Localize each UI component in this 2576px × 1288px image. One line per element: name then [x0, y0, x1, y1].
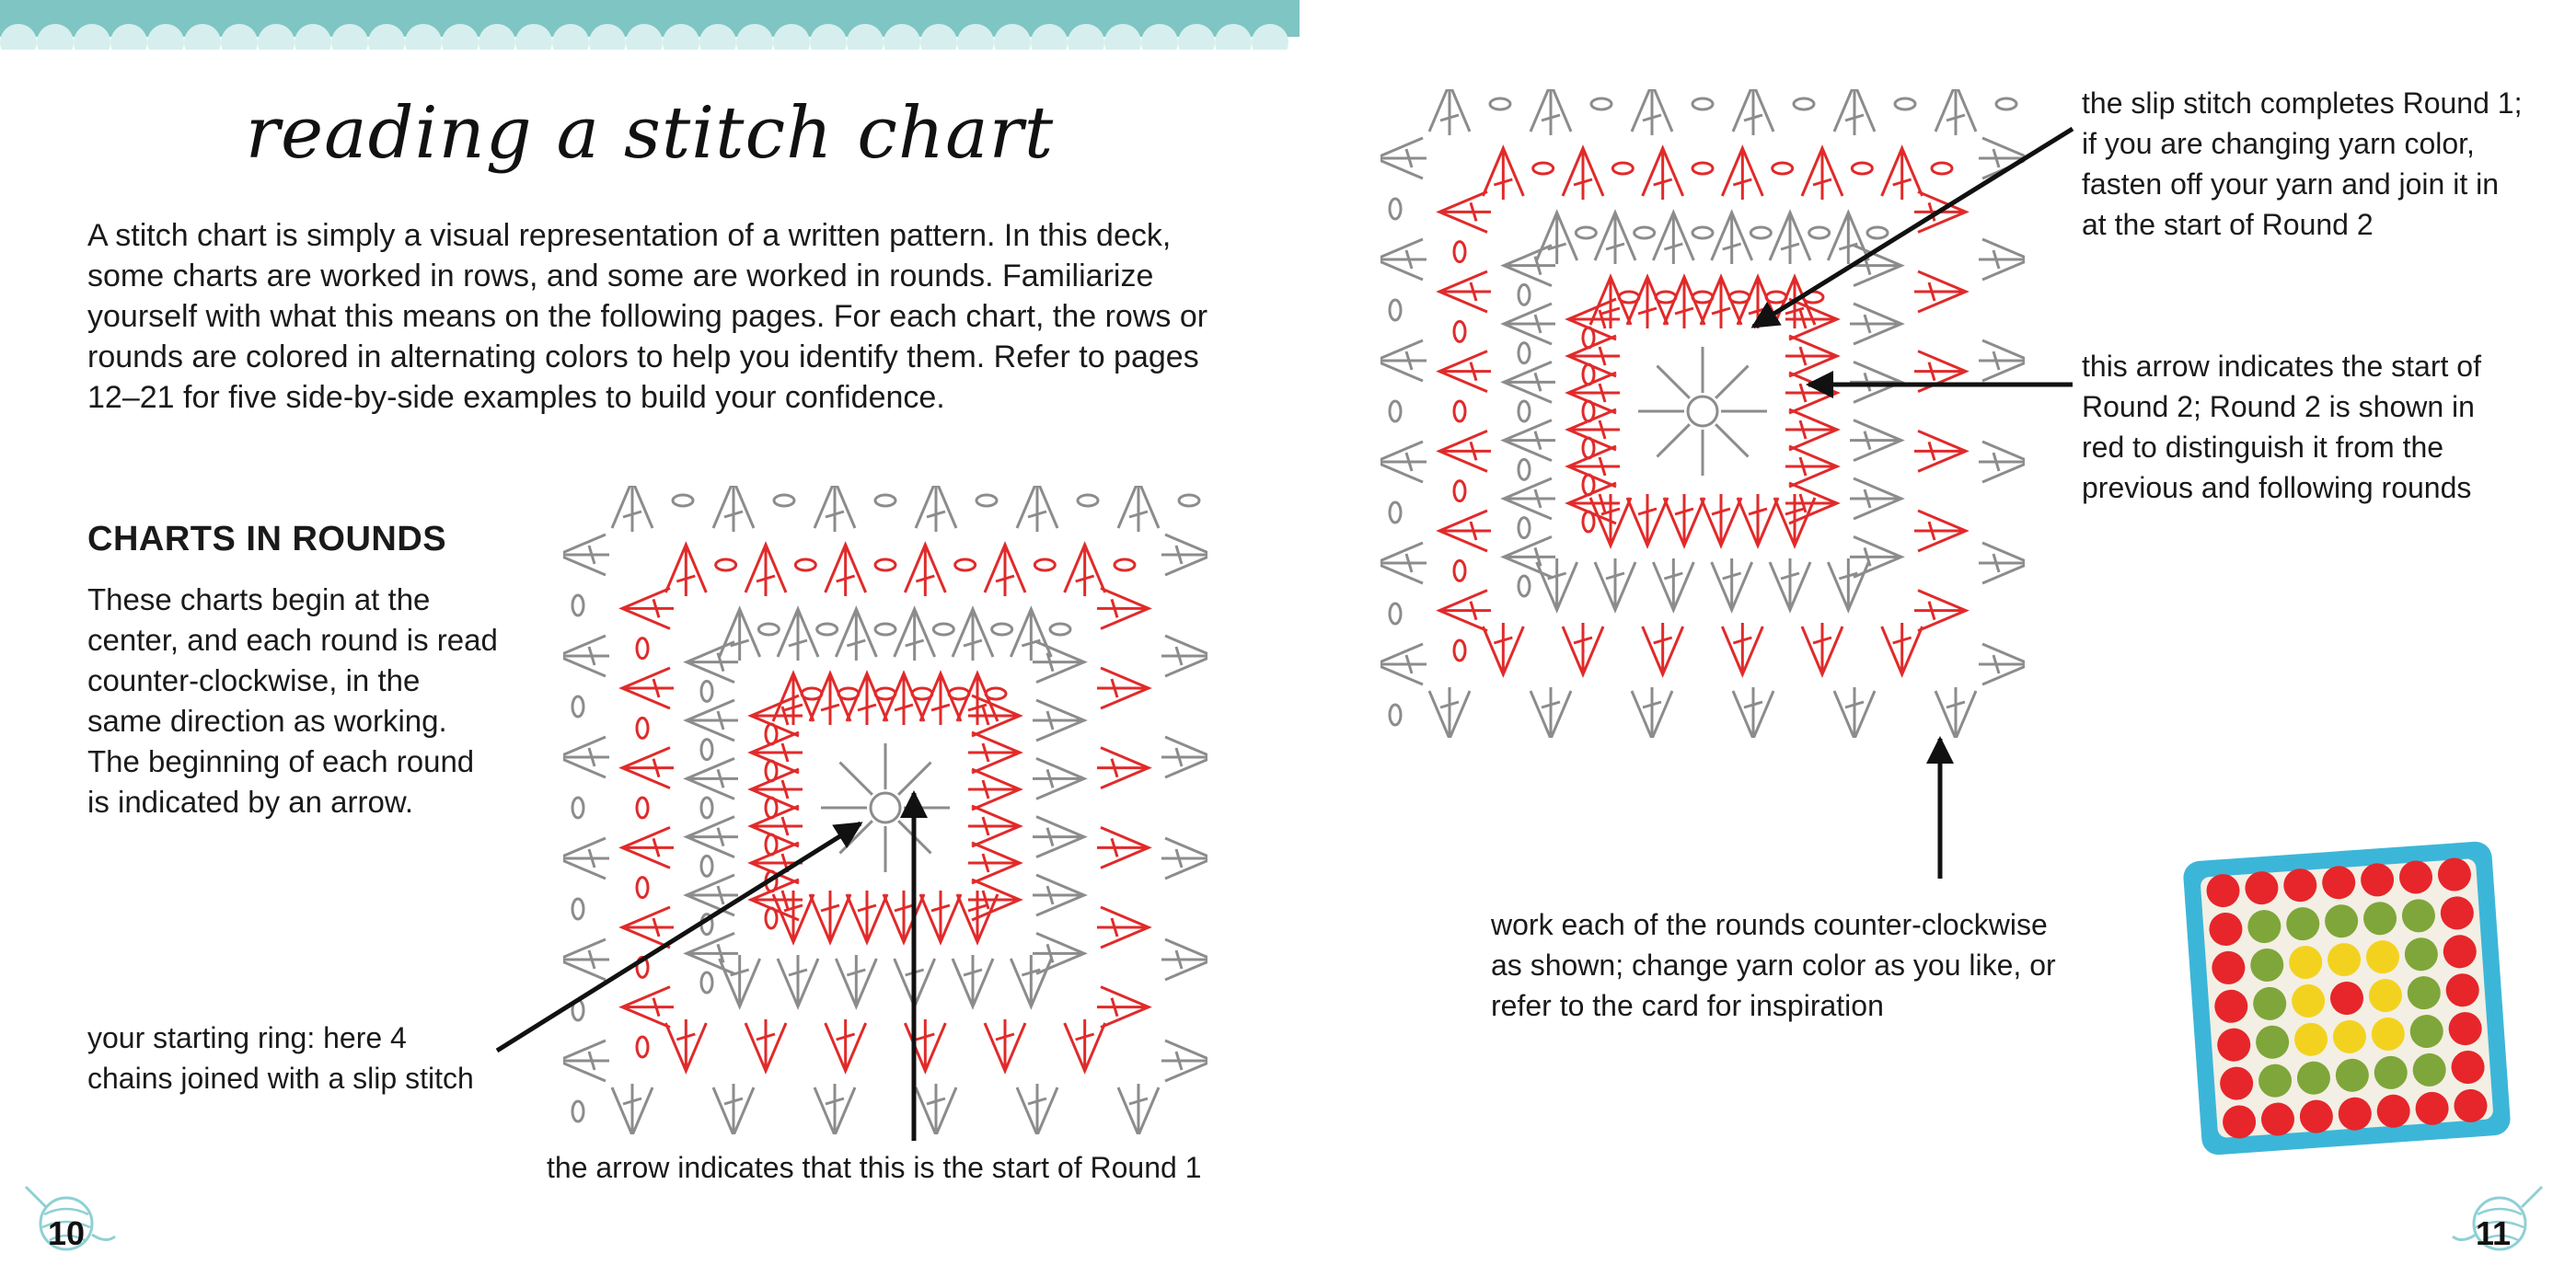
page-title: reading a stitch chart — [245, 92, 1055, 175]
intro-paragraph: A stitch chart is simply a visual representation of a written pattern. In this deck, some charts are worked in rows, and some are worked in rounds. Familiarize yourself with what this means on the following pages. For each chart, the rows or rounds are colored in alternating colors to help you identify them. Refer to pages 12–21 for five side-by-side examples to build your confidence. — [87, 218, 1208, 415]
note-slip-stitch: the slip stitch completes Round 1; if you are changing yarn color, fasten off your yarn and join it in at the start of Round 2 — [2082, 86, 2523, 241]
section-body: These charts begin at the center, and each round is read counter-clockwise, in the same direction as working. The beginning of each round is indicated by an arrow. — [87, 582, 498, 819]
page-number-right-badge — [2448, 1179, 2549, 1253]
crochet-hook-icon — [26, 1187, 46, 1207]
arrow-starting-ring — [497, 823, 861, 1051]
note-start-round2: this arrow indicates the start of Round 2; Round 2 is shown in red to distinguish it from the previous and following rounds — [2082, 350, 2481, 504]
note-start-round1: the arrow indicates that this is the start of Round 1 — [547, 1151, 1202, 1184]
note-work-rounds: work each of the rounds counter-clockwise as shown; change yarn color as you like, or refer to the card for inspiration — [1491, 908, 2056, 1022]
page-number-left: 10 — [48, 1214, 86, 1252]
section-heading: CHARTS IN ROUNDS — [87, 520, 447, 558]
crochet-hook-icon — [2522, 1187, 2542, 1207]
page-number-right: 11 — [2476, 1214, 2512, 1252]
granny-square-swatch — [2172, 833, 2522, 1164]
page-number-left-badge — [18, 1179, 120, 1253]
arrow-slip-stitch — [1753, 129, 2073, 327]
note-starting-ring: your starting ring: here 4 chains joined with a slip stitch — [87, 1021, 474, 1095]
